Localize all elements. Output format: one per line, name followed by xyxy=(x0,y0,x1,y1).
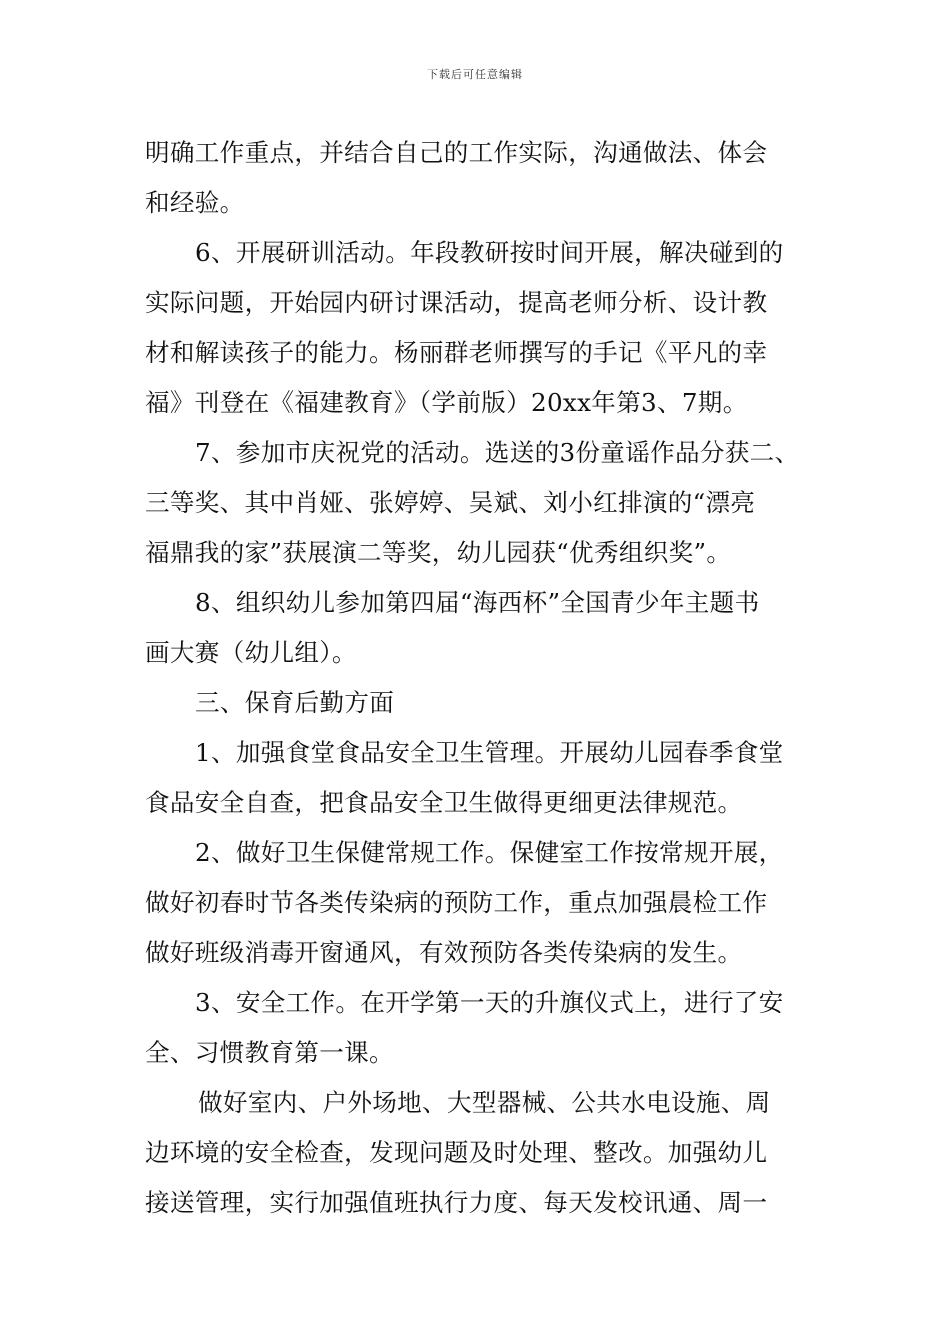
text-line: 做好室内、户外场地、大型器械、公共水电设施、周 xyxy=(198,1088,771,1117)
text-line: 明确工作重点，并结合自己的工作实际，沟通做法、体会 xyxy=(145,138,768,167)
text-line: 做好初春时节各类传染病的预防工作，重点加强晨检工作 xyxy=(145,888,768,917)
text-line: 7、参加市庆祝党的活动。选送的3份童谣作品分获二、 xyxy=(195,438,800,467)
text-line: 材和解读孩子的能力。杨丽群老师撰写的手记《平凡的幸 xyxy=(145,338,768,367)
text-line: 画大赛（幼儿组）。 xyxy=(145,638,357,667)
text-line: 2、做好卫生保健常规工作。保健室工作按常规开展， xyxy=(195,838,784,867)
text-line: 做好班级消毒开窗通风，有效预防各类传染病的发生。 xyxy=(145,938,743,967)
page-header: 下载后可任意编辑 xyxy=(427,68,523,81)
text-line: 全、习惯教育第一课。 xyxy=(145,1038,394,1067)
text-line: 8、组织幼儿参加第四届“海西杯”全国青少年主题书 xyxy=(195,588,760,617)
section-heading: 三、保育后勤方面 xyxy=(195,688,395,717)
text-line: 福》刊登在《福建教育》（学前版）20xx年第3、7期。 xyxy=(145,388,748,417)
document-body xyxy=(145,128,810,1228)
text-line: 三等奖、其中肖娅、张婷婷、吴斌、刘小红排演的“漂亮 xyxy=(145,488,756,517)
text-line: 1、加强食堂食品安全卫生管理。开展幼儿园春季食堂 xyxy=(195,738,784,767)
text-line: 6、开展研训活动。年段教研按时间开展，解决碰到的 xyxy=(195,238,784,267)
text-line: 和经验。 xyxy=(145,188,245,217)
text-line: 3、安全工作。在开学第一天的升旗仪式上，进行了安 xyxy=(195,988,784,1017)
text-line: 接送管理，实行加强值班执行力度、每天发校讯通、周一 xyxy=(145,1188,768,1217)
text-line: 福鼎我的家”获展演二等奖，幼儿园获“优秀组织奖”。 xyxy=(145,538,732,567)
text-line: 食品安全自查，把食品安全卫生做得更细更法律规范。 xyxy=(145,788,743,817)
text-line: 边环境的安全检查，发现问题及时处理、整改。加强幼儿 xyxy=(145,1138,768,1167)
text-line: 实际问题，开始园内研讨课活动，提高老师分析、设计教 xyxy=(145,288,768,317)
